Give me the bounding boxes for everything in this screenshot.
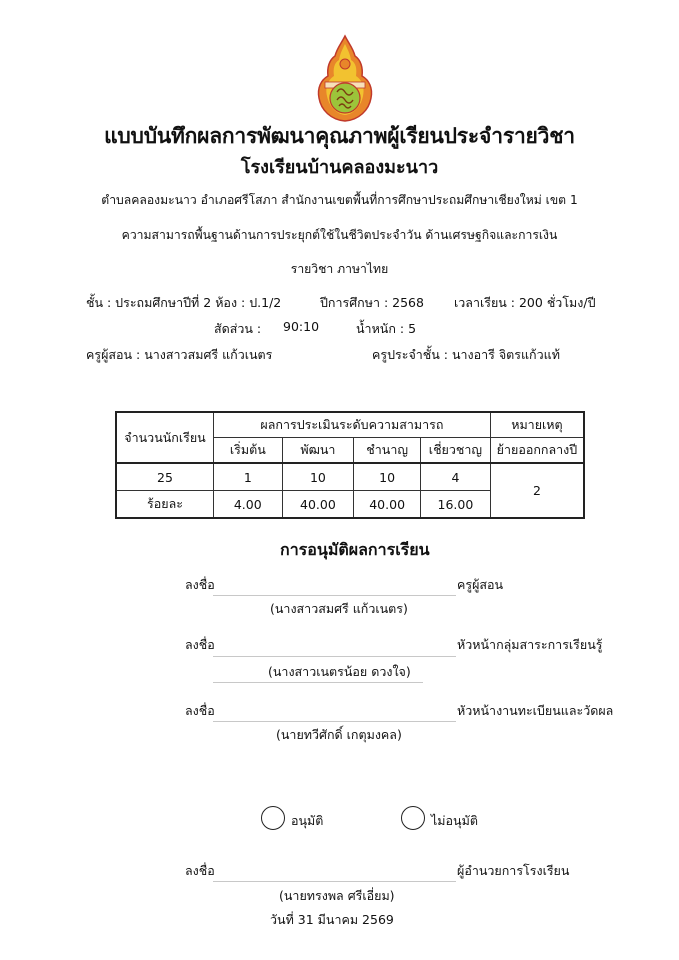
level-beginning: เริ่มต้น	[213, 438, 282, 464]
homeroom-teacher: ครูประจำชั้น : นางอารี จิตรแก้วแท้	[372, 347, 560, 362]
level-proficient: ชำนาญ	[354, 438, 421, 464]
col-assessment: ผลการประเมินระดับความสามารถ	[213, 412, 490, 438]
ratio-label: สัดส่วน :	[214, 321, 262, 336]
signature-line[interactable]	[213, 656, 456, 657]
signer-name: (นางสาวสมศรี แก้วเนตร)	[270, 601, 408, 616]
student-count: 25	[116, 463, 213, 491]
level-expert: เชี่ยวชาญ	[421, 438, 491, 464]
sign-label: ลงชื่อ	[185, 703, 215, 718]
count-beginning: 1	[213, 463, 282, 491]
sign-label: ลงชื่อ	[185, 577, 215, 592]
signer-name: (นายทรงพล ศรีเอี่ยม)	[279, 888, 395, 903]
count-developing: 10	[282, 463, 354, 491]
percent-developing: 40.00	[282, 491, 354, 519]
col-remark: หมายเหตุ	[490, 412, 584, 438]
ratio-value: 90:10	[283, 319, 320, 334]
signature-line[interactable]	[213, 595, 456, 596]
school-name: โรงเรียนบ้านคลองมะนาว	[240, 157, 439, 178]
competency-title: ความสามารถพื้นฐานด้านการประยุกต์ใช้ในชีวิตประจำวัน ด้านเศรษฐกิจและการเงิน	[121, 228, 558, 242]
signer-name: (นายทวีศักดิ์ เกตุมงคล)	[276, 727, 402, 742]
table-header-row	[116, 412, 584, 438]
teacher: ครูผู้สอน : นางสาวสมศรี แก้วเนตร	[86, 347, 273, 362]
signer-role: ผู้อำนวยการโรงเรียน	[457, 863, 570, 878]
col-students: จำนวนนักเรียน	[116, 412, 213, 463]
signer-role: หัวหน้างานทะเบียนและวัดผล	[457, 703, 614, 718]
table-row-count	[116, 463, 584, 491]
signer-role: ครูผู้สอน	[457, 577, 504, 592]
percent-proficient: 40.00	[354, 491, 421, 519]
weight: น้ำหนัก : 5	[356, 321, 417, 336]
count-proficient: 10	[354, 463, 421, 491]
name-underline	[213, 682, 423, 683]
percent-expert: 16.00	[421, 491, 491, 519]
approval-date: วันที่ 31 มีนาคม 2569	[270, 912, 394, 927]
assessment-table	[115, 411, 585, 519]
obec-emblem-icon	[311, 34, 379, 122]
approve-radio[interactable]	[261, 806, 285, 830]
signer-role: หัวหน้ากลุ่มสาระการเรียนรู้	[457, 637, 603, 652]
approval-title: การอนุมัติผลการเรียน	[280, 540, 430, 559]
remark-value: 2	[490, 463, 584, 518]
grade-room: ชั้น : ประถมศึกษาปีที่ 2 ห้อง : ป.1/2	[86, 295, 282, 310]
percent-beginning: 4.00	[213, 491, 282, 519]
sign-label: ลงชื่อ	[185, 637, 215, 652]
sign-label: ลงชื่อ	[185, 863, 215, 878]
academic-year: ปีการศึกษา : 2568	[320, 295, 424, 310]
school-location: ตำบลคลองมะนาว อำเภอศรีโสภา สำนักงานเขตพื้นที่การศึกษาประถมศึกษาเชียงใหม่ เขต 1	[101, 193, 578, 207]
form-title: แบบบันทึกผลการพัฒนาคุณภาพผู้เรียนประจำรายวิชา	[104, 124, 575, 148]
reject-radio[interactable]	[401, 806, 425, 830]
approve-label: อนุมัติ	[291, 813, 324, 828]
signature-line[interactable]	[213, 881, 456, 882]
level-developing: พัฒนา	[282, 438, 354, 464]
signature-line[interactable]	[213, 721, 456, 722]
percent-label: ร้อยละ	[116, 491, 213, 519]
remark-moved-out: ย้ายออกกลางปี	[490, 438, 584, 464]
study-hours: เวลาเรียน : 200 ชั่วโมง/ปี	[454, 295, 596, 310]
signer-name: (นางสาวเนตรน้อย ดวงใจ)	[268, 664, 411, 679]
count-expert: 4	[421, 463, 491, 491]
reject-label: ไม่อนุมัติ	[431, 813, 478, 828]
subject-name: รายวิชา ภาษาไทย	[290, 262, 389, 276]
